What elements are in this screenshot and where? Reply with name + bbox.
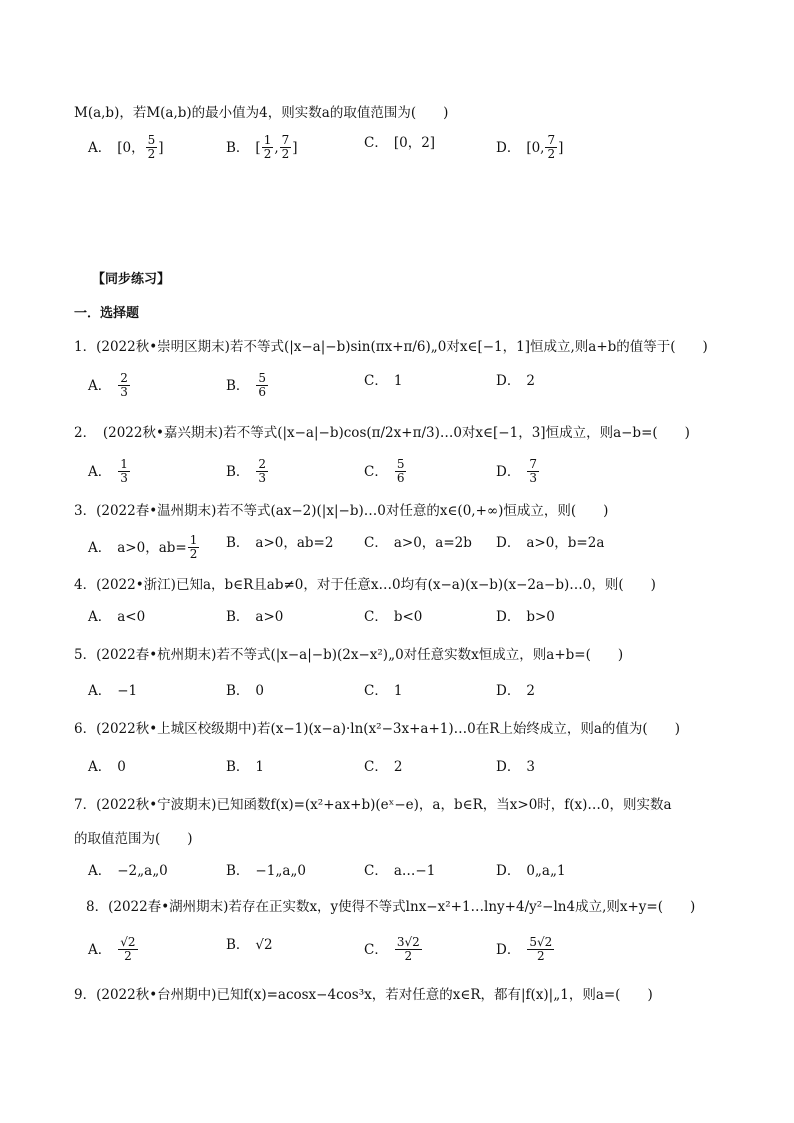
question-5-options — [88, 682, 768, 716]
option-a: A． a>0，ab= $\frac{1}{2}$ — [88, 533, 198, 561]
option-d: D． 3 — [496, 759, 535, 775]
question-6-options — [88, 758, 768, 792]
question-6-stem: 6．(2022秋•上城区校级期中)若(x−1)(x−a)·ln(x²−3x+a+1)…0在R上始终成立，则a的值为( ) — [74, 721, 680, 737]
fraction: $\frac{5}{6}$ — [258, 371, 267, 399]
question-9-stem: 9．(2022秋•台州期中)已知f(x)=acosx−4cos³x，若对任意的x∈R，都有|f(x)|„1，则a=( ) — [74, 987, 653, 1003]
fraction: $\frac{5}{2}$ — [147, 133, 156, 161]
intro-option-b: B． [ $\frac{1}{2}$ , $\frac{7}{2}$ ] — [226, 133, 298, 161]
option-c: C． 1 — [364, 373, 403, 389]
intro-options — [88, 134, 768, 168]
option-c: C． b<0 — [364, 609, 423, 625]
option-c: C． 2 — [364, 759, 403, 775]
option-b: B． 0 — [226, 683, 265, 699]
option-b: B． a>0，ab=2 — [226, 535, 334, 551]
option-d: D． b>0 — [496, 609, 555, 625]
fraction: $\frac{1}{2}$ — [189, 533, 198, 561]
fraction: $\frac{2}{3}$ — [258, 457, 267, 485]
fraction: $\frac{5}{6}$ — [396, 457, 405, 485]
option-d: D． 2 — [496, 683, 535, 699]
option-d: D． 0„a„1 — [496, 863, 566, 879]
option-a: A． $\frac{2}{3}$ — [88, 371, 128, 399]
question-8-stem: 8．(2022春•湖州期末)若存在正实数x，y使得不等式lnx−x²+1…lny+4/y²−ln4成立,则x+y=( ) — [86, 899, 696, 915]
option-b: B． −1„a„0 — [226, 863, 306, 879]
option-c: C． a…−1 — [364, 863, 436, 879]
option-c: C． $\frac{5}{6}$ — [364, 457, 405, 485]
question-3-stem: 3．(2022春•温州期末)若不等式(ax−2)(|x|−b)…0对任意的x∈(0,+∞)恒成立，则( ) — [74, 503, 609, 519]
fraction: $\frac{√2}{2}$ — [120, 935, 136, 963]
fraction: $\frac{7}{3}$ — [529, 457, 537, 485]
option-d: D． a>0，b=2a — [496, 535, 605, 551]
question-7-options — [88, 862, 768, 896]
intro-option-a: A． [0， $\frac{5}{2}$ ] — [88, 133, 164, 161]
question-8-options — [88, 936, 768, 970]
fraction: $\frac{1}{2}$ — [263, 133, 272, 161]
fraction: $\frac{1}{3}$ — [120, 457, 128, 485]
option-c: C． a>0，a=2b — [364, 535, 472, 551]
question-4-stem: 4．(2022•浙江)已知a，b∈R且ab≠0，对于任意x…0均有(x−a)(x−b)(x−2a−b)…0，则( ) — [74, 577, 656, 593]
question-3-options — [88, 534, 768, 568]
question-1-stem: 1．(2022秋•崇明区期末)若不等式(|x−a|−b)sin(πx+π/6)„0对x∈[−1，1]恒成立,则a+b的值等于( ) — [74, 339, 708, 355]
option-d: D． 2 — [496, 373, 535, 389]
question-2-options — [88, 458, 768, 492]
fraction: $\frac{5√2}{2}$ — [529, 935, 553, 963]
option-b: B． $\frac{2}{3}$ — [226, 457, 267, 485]
option-b: B． √2 — [226, 937, 273, 953]
question-2-stem: 2． (2022秋•嘉兴期末)若不等式(|x−a|−b)cos(π/2x+π/3)…0对x∈[−1，3]恒成立，则a−b=( ) — [74, 425, 690, 441]
option-a: A． −2„a„0 — [88, 863, 168, 879]
intro-option-c: C． [0，2] — [364, 135, 436, 151]
subsection-title: 一．选择题 — [74, 306, 140, 321]
question-1-options — [88, 372, 768, 406]
question-4-options — [88, 608, 768, 642]
option-b: B． a>0 — [226, 609, 284, 625]
option-a: A． 0 — [88, 759, 126, 775]
option-c: C． $\frac{3√2}{2}$ — [364, 935, 420, 963]
section-title: 【同步练习】 — [92, 272, 171, 287]
fraction: $\frac{2}{3}$ — [120, 371, 128, 399]
option-a: A． −1 — [88, 683, 138, 699]
question-7-stem: 7．(2022秋•宁波期末)已知函数f(x)=(x²+ax+b)(eˣ−e)，a，b∈R，当x>0时，f(x)…0，则实数a — [74, 797, 672, 813]
option-b: B． $\frac{5}{6}$ — [226, 371, 267, 399]
question-7-stem-continued: 的取值范围为( ) — [74, 831, 193, 847]
option-a: A． a<0 — [88, 609, 146, 625]
option-d: D． $\frac{7}{3}$ — [496, 457, 537, 485]
option-c: C． 1 — [364, 683, 403, 699]
option-a: A． $\frac{√2}{2}$ — [88, 935, 136, 963]
fraction: $\frac{3√2}{2}$ — [396, 935, 420, 963]
fraction: $\frac{7}{2}$ — [281, 133, 290, 161]
intro-stem: M(a,b)，若M(a,b)的最小值为4，则实数a的取值范围为( ) — [74, 105, 449, 121]
intro-option-d: D． [0, $\frac{7}{2}$ ] — [496, 133, 564, 161]
option-d: D． $\frac{5√2}{2}$ — [496, 935, 553, 963]
option-a: A． $\frac{1}{3}$ — [88, 457, 128, 485]
option-b: B． 1 — [226, 759, 265, 775]
fraction: $\frac{7}{2}$ — [547, 133, 556, 161]
question-5-stem: 5．(2022春•杭州期末)若不等式(|x−a|−b)(2x−x²)„0对任意实数x恒成立，则a+b=( ) — [74, 647, 624, 663]
